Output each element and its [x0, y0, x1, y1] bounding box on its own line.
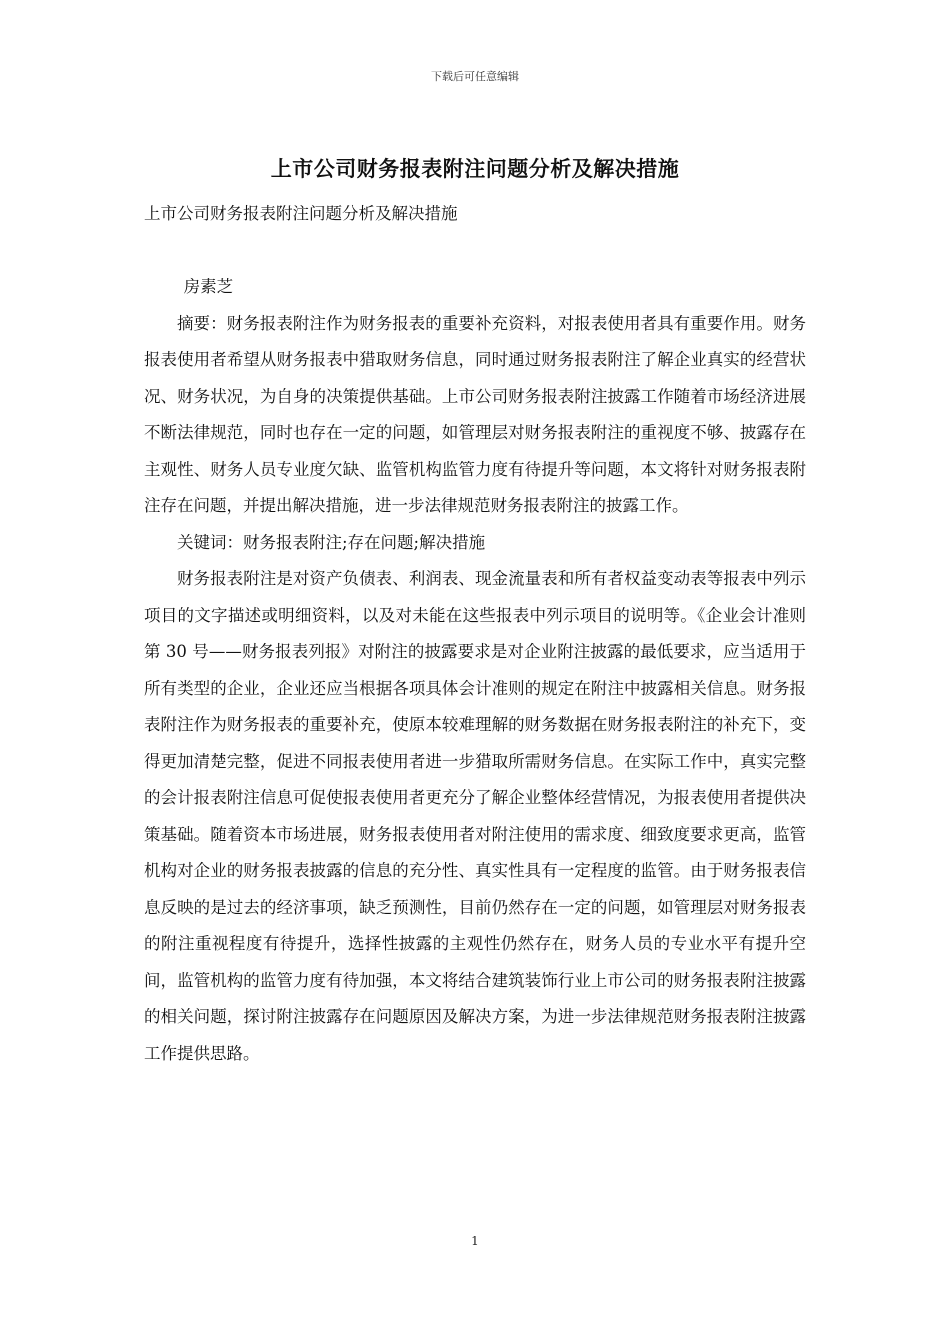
- keywords-paragraph: 关键词：财务报表附注;存在问题;解决措施: [177, 532, 486, 552]
- document-body: [144, 196, 806, 1072]
- blank-line: [144, 233, 806, 270]
- page-number: 1: [471, 1234, 479, 1248]
- abstract-paragraph: 摘要：财务报表附注作为财务报表的重要补充资料，对报表使用者具有重要作用。财务报表使用者希望从财务报表中猎取财务信息，同时通过财务报表附注了解企业真实的经营状况、财务状况，为自身的决策提供基础。上市公司财务报表附注披露工作随着市场经济进展不断法律规范，同时也存在一定的问题，如管理层对财务报表附注的重视度不够、披露存在主观性、财务人员专业度欠缺、监管机构监管力度有待提升等问题，本文将针对财务报表附注存在问题，并提出解决措施，进一步法律规范财务报表附注的披露工作。: [144, 313, 806, 515]
- page-header: 下载后可任意编辑: [431, 70, 519, 83]
- document-title: 上市公司财务报表附注问题分析及解决措施: [270, 156, 680, 181]
- document-subtitle: 上市公司财务报表附注问题分析及解决措施: [144, 204, 458, 223]
- author-name: 房素芝: [183, 277, 234, 296]
- body-paragraph: 财务报表附注是对资产负债表、利润表、现金流量表和所有者权益变动表等报表中列示项目的文字描述或明细资料，以及对未能在这些报表中列示项目的说明等。《企业会计准则第 30 号——财务报表列报》对附注的披露要求是对企业附注披露的最低要求，应当适用于所有类型的企业，企业还应当根据各项具体会计准则的规定在附注中披露相关信息。财务报表附注作为财务报表的重要补充，使原本较难理解的财务数据在财务报表附注的补充下，变得更加清楚完整，促进不同报表使用者进一步猎取所需财务信息。在实际工作中，真实完整的会计报表附注信息可促使报表使用者更充分了解企业整体经营情况，为报表使用者提供决策基础。随着资本市场进展，财务报表使用者对附注使用的需求度、细致度要求更高，监管机构对企业的财务报表披露的信息的充分性、真实性具有一定程度的监管。由于财务报表信息反映的是过去的经济事项，缺乏预测性，目前仍然存在一定的问题，如管理层对财务报表的附注重视程度有待提升，选择性披露的主观性仍然存在，财务人员的专业水平有提升空间，监管机构的监管力度有待加强，本文将结合建筑装饰行业上市公司的财务报表附注披露的相关问题，探讨附注披露存在问题原因及解决方案，为进一步法律规范财务报表附注披露工作提供思路。: [144, 569, 806, 1063]
